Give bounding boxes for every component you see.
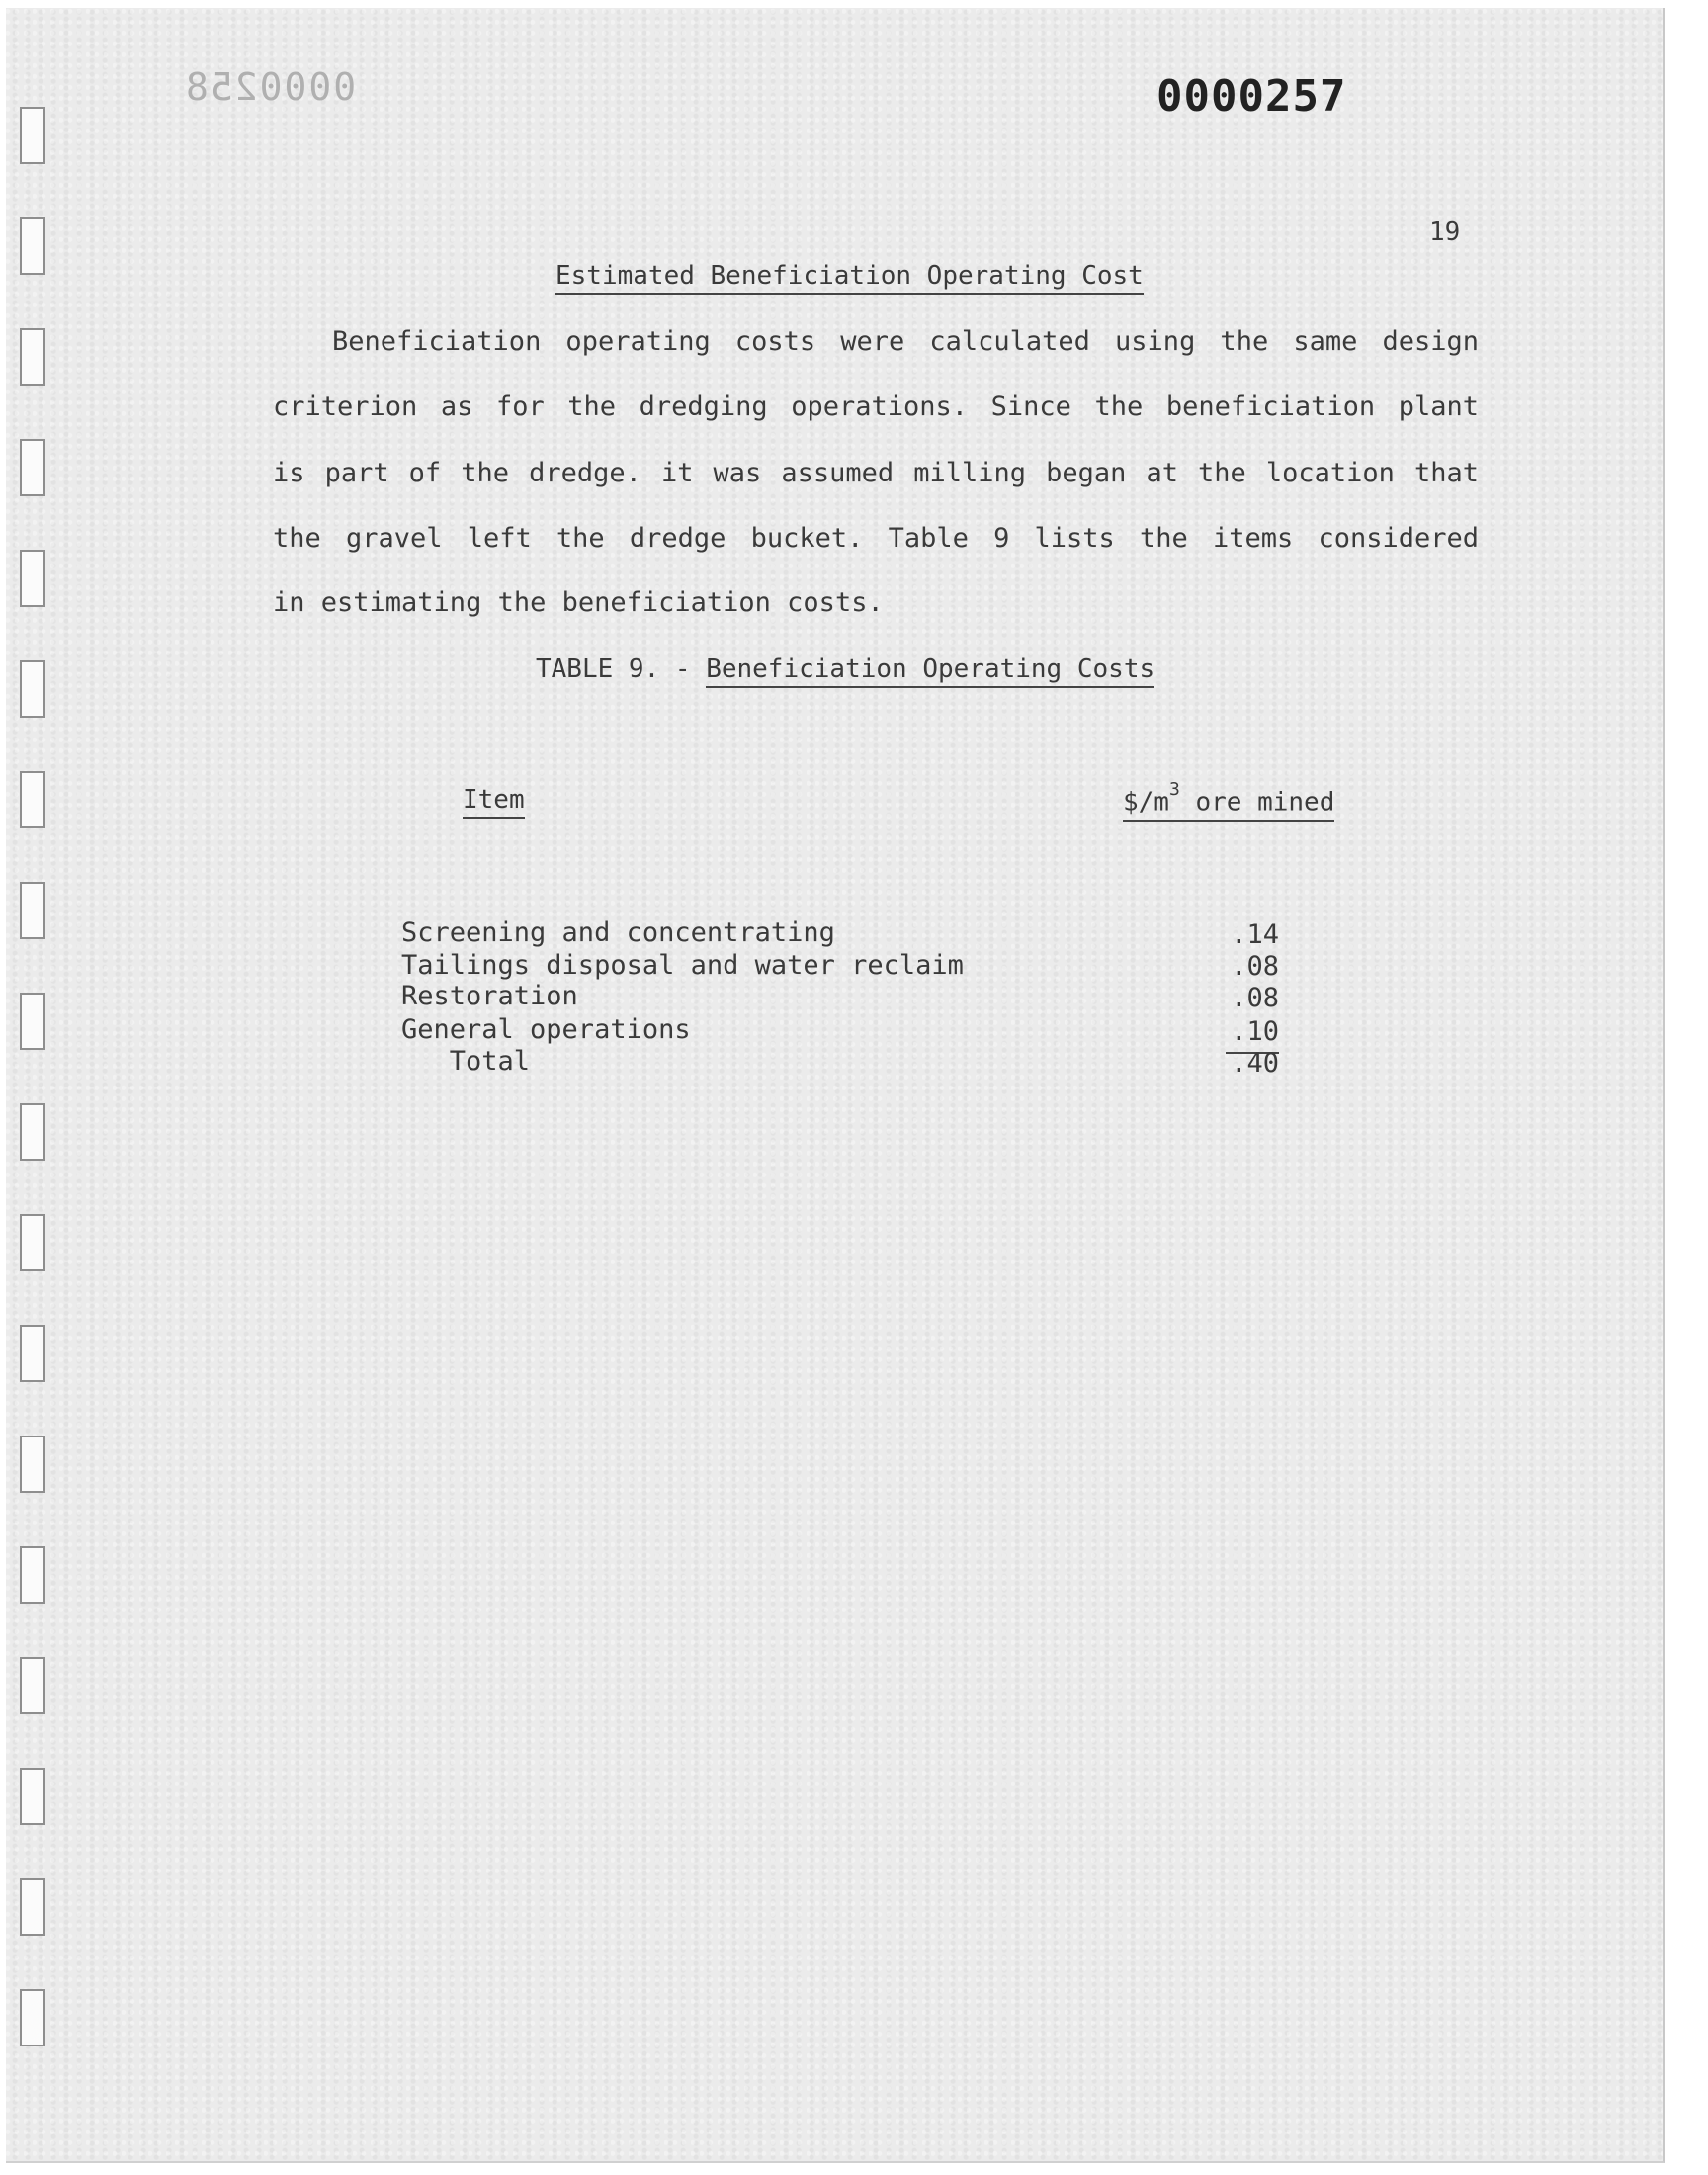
table-total-label: Total (401, 1046, 531, 1077)
paragraph-line: criterion as for the dredging operations. Since the beneficiation plant (273, 392, 1479, 422)
cost-header-suffix: ore mined (1179, 787, 1335, 818)
table-title-text: Beneficiation Operating Costs (706, 654, 1154, 688)
table-row-label: Tailings disposal and water reclaim (401, 950, 964, 981)
column-header-item: Item (463, 785, 525, 819)
page-number: 19 (1429, 218, 1461, 247)
binder-hole (20, 660, 45, 718)
binder-hole (20, 1768, 45, 1825)
table-row-value: .14 (1231, 919, 1279, 950)
binder-hole (20, 993, 45, 1050)
paragraph-line: is part of the dredge. it was assumed milling began at the location that (273, 458, 1479, 488)
document-stamp-number: 0000257 (1156, 71, 1347, 122)
cost-header-unit: $/m (1123, 787, 1169, 818)
binder-hole (20, 328, 45, 386)
paragraph-line-text: Beneficiation operating costs were calculated using the same design (332, 326, 1479, 357)
table-title-prefix: TABLE 9. - (536, 654, 707, 684)
paragraph-line: in estimating the beneficiation costs. (273, 587, 884, 618)
cost-header-exponent: 3 (1168, 779, 1180, 800)
binder-hole (20, 1103, 45, 1161)
paragraph-line (332, 326, 1479, 357)
table-row-label: Screening and concentrating (401, 917, 835, 948)
binder-hole (20, 218, 45, 275)
table-title (536, 654, 1154, 684)
binder-hole (20, 1436, 45, 1493)
binder-hole (20, 550, 45, 607)
binder-hole (20, 1989, 45, 2046)
binder-hole (20, 1878, 45, 1936)
column-header-cost (1123, 779, 1335, 822)
binder-hole (20, 882, 45, 939)
binder-hole (20, 1657, 45, 1714)
binder-hole (20, 107, 45, 164)
binder-hole (20, 771, 45, 828)
table-row-value: .08 (1231, 951, 1279, 982)
paragraph-line: the gravel left the dredge bucket. Table 9 lists the items considered (273, 523, 1479, 554)
section-heading: Estimated Beneficiation Operating Cost (555, 261, 1144, 295)
binder-hole (20, 439, 45, 496)
binder-hole (20, 1325, 45, 1382)
table-row-value: .10 (1231, 1016, 1279, 1047)
table-row-value: .08 (1231, 983, 1279, 1013)
table-row-label: Restoration (401, 981, 578, 1011)
bleed-through-number: 0000258 (184, 65, 357, 109)
binder-hole (20, 1214, 45, 1271)
binder-hole (20, 1546, 45, 1604)
table-total-value: .40 (1231, 1048, 1279, 1079)
table-row-label: General operations (401, 1014, 691, 1045)
document-page (6, 8, 1665, 2163)
